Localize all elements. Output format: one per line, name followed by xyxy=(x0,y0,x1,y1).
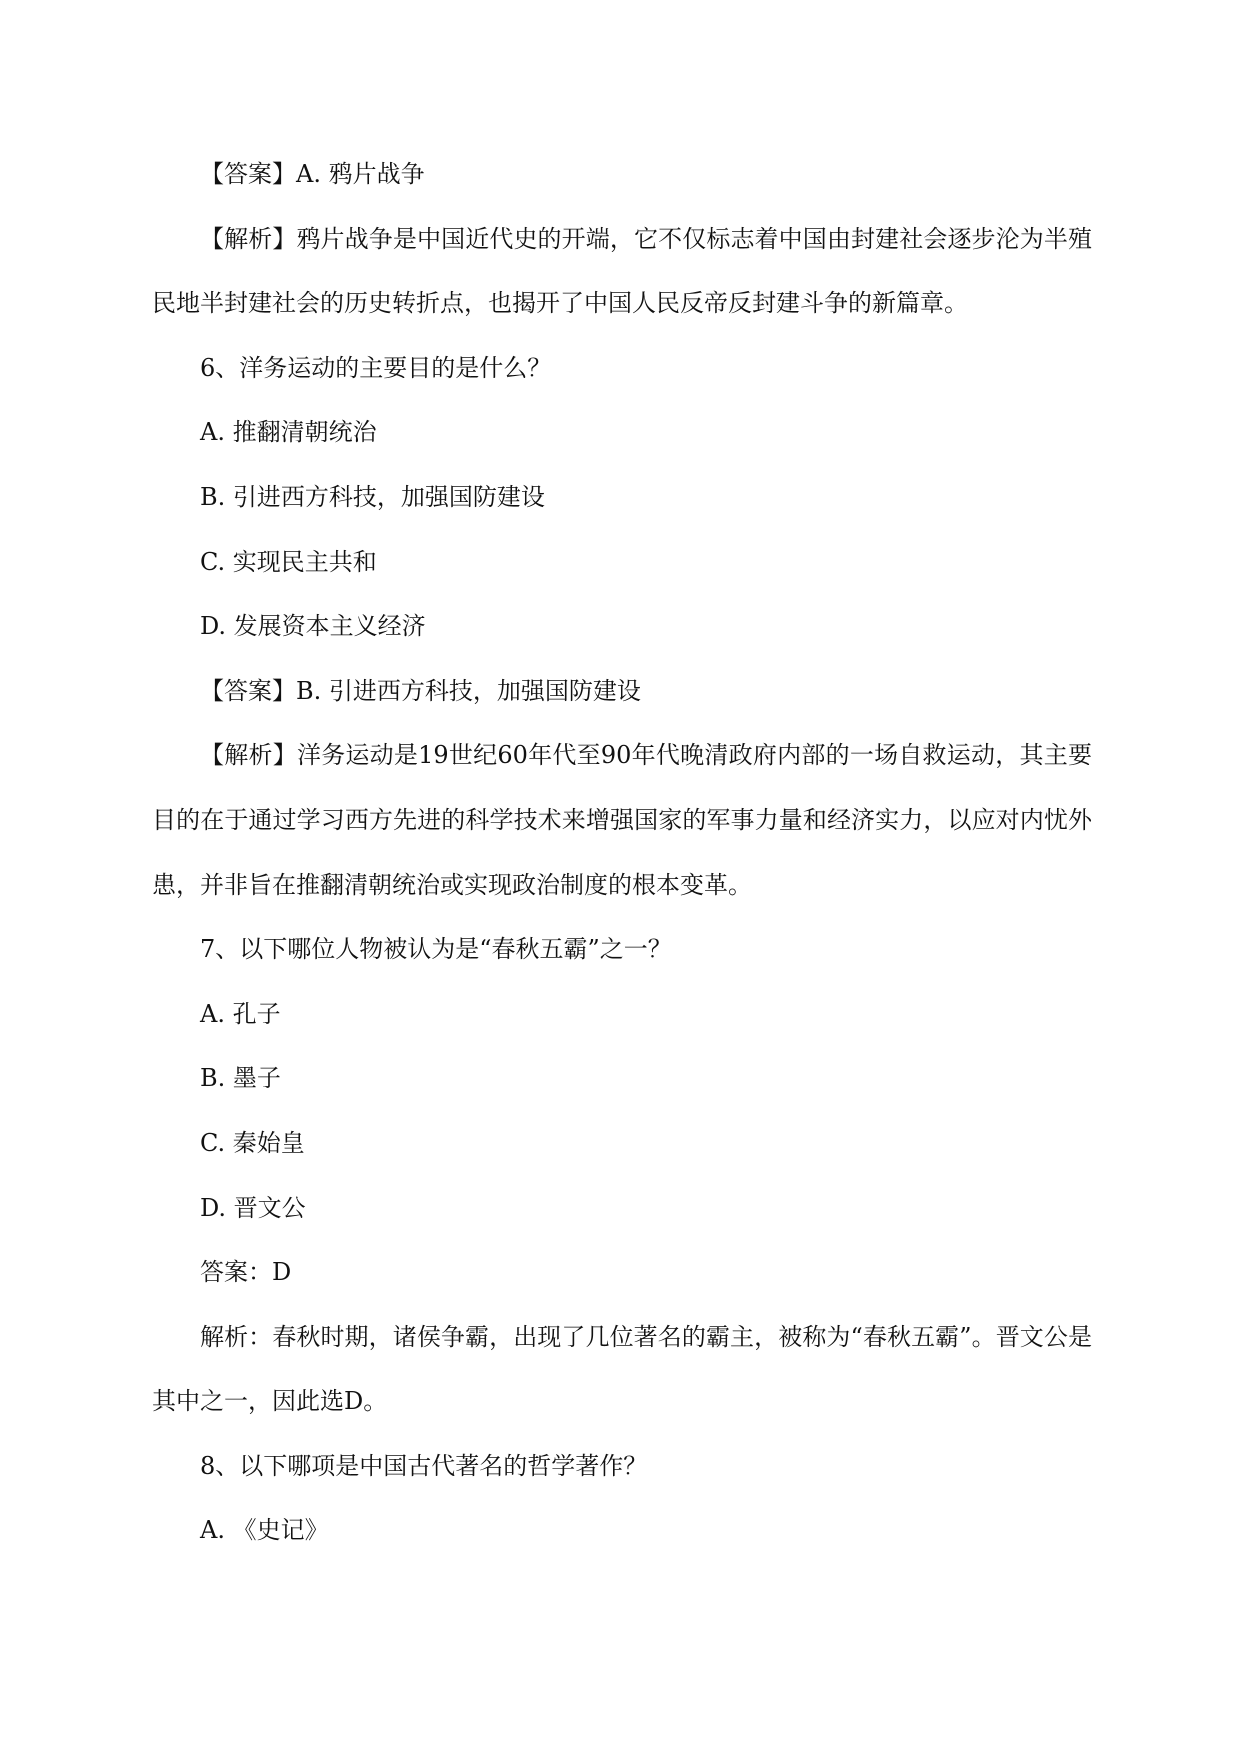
q7-answer: 答案：D xyxy=(200,1258,292,1287)
q5-answer: 【答案】A. 鸦片战争 xyxy=(200,160,425,188)
q7-analysis: 解析：春秋时期，诸侯争霸，出现了几位著名的霸主，被称为“春秋五霸”。晋文公是其中之一，因此选D。 xyxy=(152,1322,1092,1416)
q5-analysis: 【解析】鸦片战争是中国近代史的开端，它不仅标志着中国由封建社会逐步沦为半殖民地半封建社会的历史转折点，也揭开了中国人民反帝反封建斗争的新篇章。 xyxy=(152,224,1092,318)
q7-option-b: B. 墨子 xyxy=(200,1064,281,1093)
q8-question: 8、以下哪项是中国古代著名的哲学著作？ xyxy=(200,1451,648,1480)
q6-option-b: B. 引进西方科技，加强国防建设 xyxy=(200,482,545,511)
q7-question: 7、以下哪位人物被认为是“春秋五霸”之一？ xyxy=(200,935,672,964)
q8-option-a: A. 《史记》 xyxy=(200,1516,329,1545)
document-body xyxy=(152,142,1092,1563)
q7-option-d: D. 晋文公 xyxy=(200,1193,306,1222)
q7-option-c: C. 秦始皇 xyxy=(200,1128,305,1157)
q6-option-a: A. 推翻清朝统治 xyxy=(200,418,377,447)
q6-option-d: D. 发展资本主义经济 xyxy=(200,612,426,641)
q6-analysis: 【解析】洋务运动是19世纪60年代至90年代晚清政府内部的一场自救运动，其主要目的在于通过学习西方先进的科学技术来增强国家的军事力量和经济实力，以应对内忧外患，并非旨在推翻清朝统治或实现政治制度的根本变革。 xyxy=(152,741,1092,899)
q6-answer: 【答案】B. 引进西方科技，加强国防建设 xyxy=(200,676,641,705)
q6-option-c: C. 实现民主共和 xyxy=(200,547,377,576)
q6-question: 6、洋务运动的主要目的是什么？ xyxy=(200,353,552,382)
q7-option-a: A. 孔子 xyxy=(200,999,281,1028)
